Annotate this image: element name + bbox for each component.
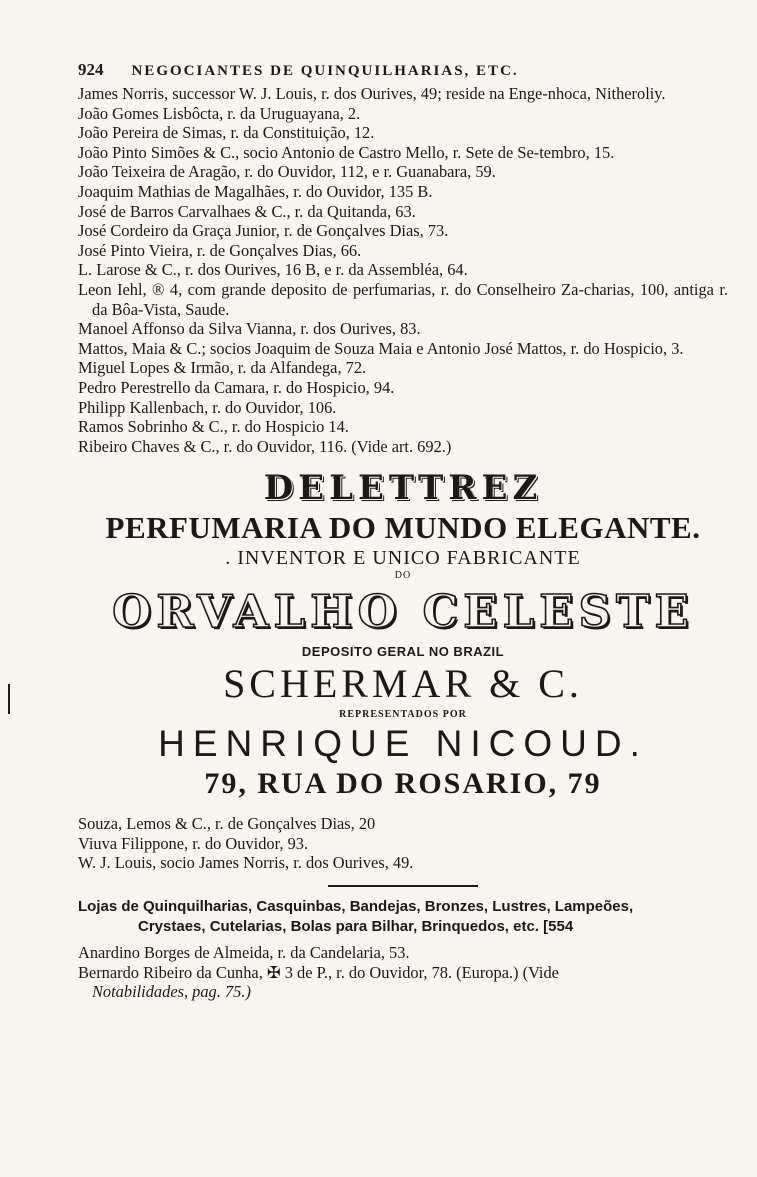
list-item: Miguel Lopes & Irmão, r. da Alfandega, 72. [78,358,367,378]
list-item: João Gomes Lisbôcta, r. da Uruguayana, 2. [78,103,361,123]
advert-tagline: PERFUMARIA DO MUNDO ELEGANTE. [105,510,701,546]
category-line-1: Lojas de Quinquilharias, Casquinbas, Bandejas, Bronzes, Lustres, Lampeões, [78,898,634,916]
list-item: Mattos, Maia & C.; socios Joaquim de Souza Maia e Antonio José Mattos, r. do Hospicio, 3. [78,338,684,358]
list-item: Philipp Kallenbach, r. do Ouvidor, 106. [78,397,337,417]
list-item: José Cordeiro da Graça Junior, r. de Gonçalves Dias, 73. [78,221,449,241]
list-item: Pedro Perestrello da Camara, r. do Hospicio, 94. [78,377,395,397]
list-item: Manoel Affonso da Silva Vianna, r. dos Ourives, 83. [78,319,421,339]
entries-bottom [78,943,728,1002]
list-item: João Teixeira de Aragão, r. do Ouvidor, 112, e r. Guanabara, 59. [78,162,496,182]
list-item: Bernardo Ribeiro da Cunha, ✠ 3 de P., r. do Ouvidor, 78. (Europa.) (Vide [78,962,559,982]
advert-do: DO [394,570,412,582]
entries-middle [78,814,728,873]
advert-brand: DELETTREZ [263,468,543,509]
advertisement [78,468,728,802]
advert-representative: HENRIQUE NICOUD. [158,723,648,765]
category-line-2: Crystaes, Cutelarias, Bolas para Bilhar, Brinquedos, etc. [554 [138,918,574,936]
list-item: João Pereira de Simas, r. da Constituição, 12. [78,123,375,143]
list-item: João Pinto Simões & C., socio Antonio de Castro Mello, r. Sete de Se-tembro, 15. [78,142,615,162]
list-item: Joaquim Mathias de Magalhães, r. do Ouvidor, 135 B. [78,181,433,201]
category-heading [78,897,728,937]
list-item: Souza, Lemos & C., r. de Gonçalves Dias, 20 [78,814,376,834]
list-item: Anardino Borges de Almeida, r. da Candelaria, 53. [78,943,410,963]
page-number: 924 [78,60,104,79]
advert-agent: SCHERMAR & C. [223,661,583,707]
advert-product: ORVALHO CELESTE [112,585,694,639]
page-header [78,60,728,80]
list-item: Leon Iehl, ® 4, com grande deposito de perfumarias, r. do Conselheiro Za-charias, 100, antiga r. da Bôa-Vista, Saude. [78,279,728,319]
page [78,60,728,1002]
list-item: Ramos Sobrinho & C., r. do Hospicio 14. [78,417,349,437]
list-item: James Norris, successor W. J. Louis, r. dos Ourives, 49; reside na Enge-nhoca, Nitheroliy. [78,84,666,103]
entries-top [78,84,728,456]
advert-deposit: DEPOSITO GERAL NO BRAZIL [301,644,505,660]
section-divider [328,885,478,887]
list-item: W. J. Louis, socio James Norris, r. dos Ourives, 49. [78,853,414,873]
advert-represented-by: REPRESENTADOS POR [339,709,467,721]
list-item: Viuva Filippone, r. do Ouvidor, 93. [78,833,309,853]
advert-inventor: . INVENTOR E UNICO FABRICANTE [225,547,581,570]
advert-address: 79, RUA DO ROSARIO, 79 [204,767,602,801]
running-title: NEGOCIANTES DE QUINQUILHARIAS, ETC. [131,63,519,79]
list-item: José Pinto Vieira, r. de Gonçalves Dias, 66. [78,240,362,260]
list-item: L. Larose & C., r. dos Ourives, 16 B, e r. da Assembléa, 64. [78,260,468,280]
margin-mark [8,684,10,714]
list-item: Ribeiro Chaves & C., r. do Ouvidor, 116. (Vide art. 692.) [78,436,452,456]
list-item: José de Barros Carvalhaes & C., r. da Quitanda, 63. [78,201,416,221]
list-item-continuation: Notabilidades, pag. 75.) [92,982,251,1002]
